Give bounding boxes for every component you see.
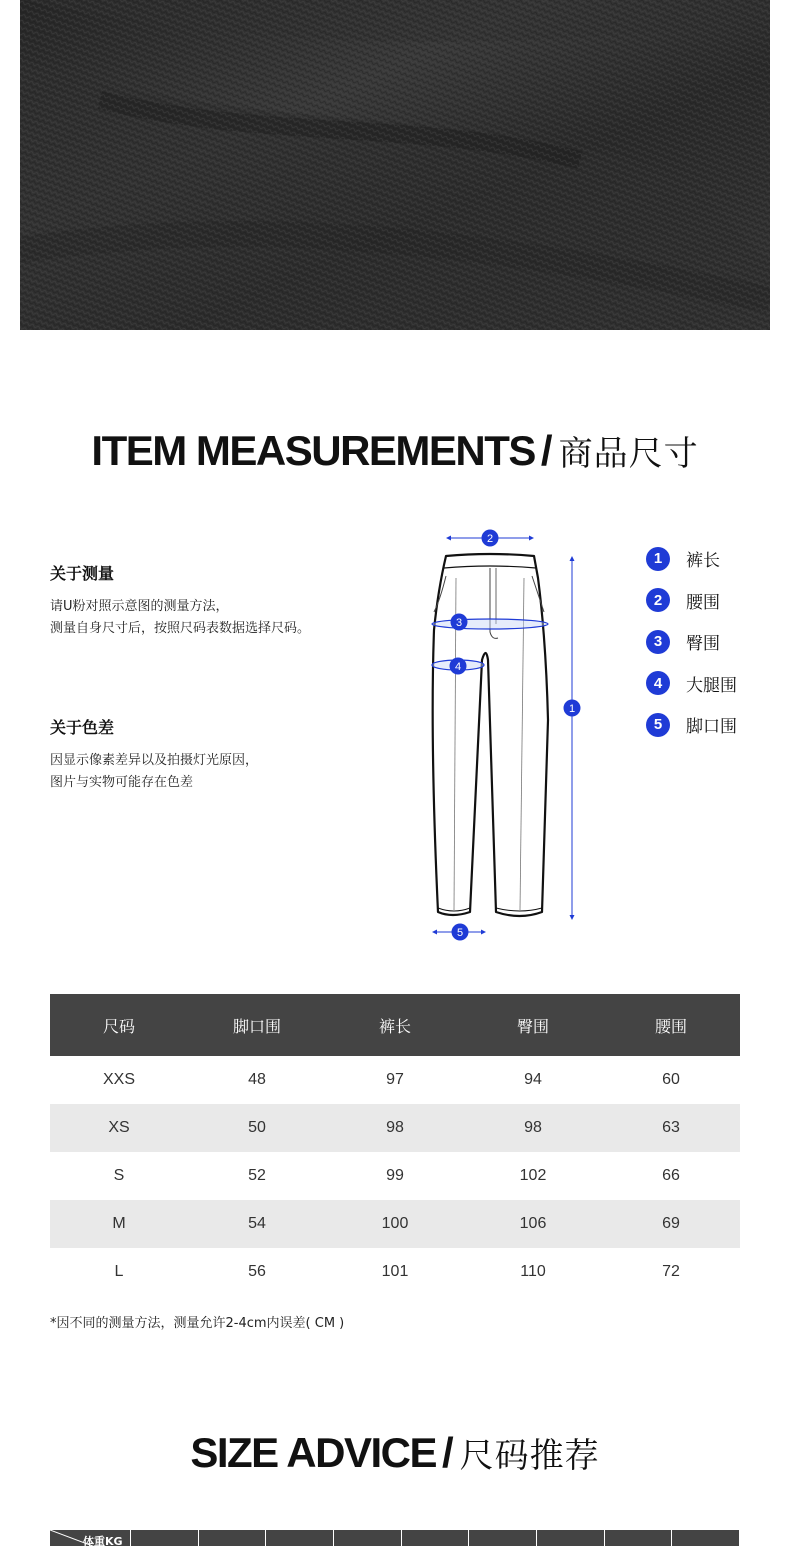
about-measure-block xyxy=(50,561,370,640)
measurements-title-zh: 商品尺寸 xyxy=(558,434,699,474)
advice-header-cell xyxy=(469,1530,537,1546)
size-advice-table-header xyxy=(50,1530,740,1546)
table-header: 尺码 xyxy=(50,994,188,1056)
title-slash: / xyxy=(441,1429,454,1476)
measurement-note: *因不同的测量方法，测量允许2-4cm内误差( CM ) xyxy=(50,1316,345,1331)
legend-label: 大腿围 xyxy=(686,675,737,696)
table-cell: 100 xyxy=(326,1200,464,1248)
table-cell: 99 xyxy=(386,1167,404,1184)
size-advice-title-en: SIZE ADVICE xyxy=(190,1429,436,1476)
table-row xyxy=(50,1152,740,1200)
size-table xyxy=(50,994,740,1296)
table-cell: L xyxy=(114,1263,124,1280)
table-cell: 110 xyxy=(520,1263,546,1280)
pants-outline xyxy=(420,520,600,950)
fabric-photo xyxy=(20,0,770,330)
legend-label: 腰围 xyxy=(686,592,720,613)
legend-number: 4 xyxy=(646,671,670,695)
legend-number: 2 xyxy=(646,588,670,612)
advice-header-cell xyxy=(266,1530,334,1546)
table-cell: XXS xyxy=(102,1071,135,1088)
table-cell: 54 xyxy=(188,1200,326,1248)
advice-header-cell xyxy=(334,1530,402,1546)
table-header: 臀围 xyxy=(464,994,602,1056)
table-cell: 60 xyxy=(662,1071,680,1088)
table-cell: 94 xyxy=(524,1071,542,1088)
size-advice-title xyxy=(0,1428,790,1477)
legend-item xyxy=(646,704,776,746)
table-row xyxy=(50,1056,740,1104)
marker-1: 1 xyxy=(568,703,576,715)
advice-header-cell xyxy=(605,1530,673,1546)
about-color-heading: 关于色差 xyxy=(50,718,115,737)
about-color-line: 图片与实物可能存在色差 xyxy=(50,775,194,790)
advice-header-cell xyxy=(402,1530,470,1546)
table-row xyxy=(50,1104,740,1152)
table-cell: 52 xyxy=(248,1167,266,1184)
pants-diagram xyxy=(420,520,600,950)
marker-2: 2 xyxy=(486,533,494,545)
table-cell: 97 xyxy=(386,1071,404,1088)
advice-corner-cell xyxy=(50,1530,131,1546)
table-cell: M xyxy=(50,1200,188,1248)
marker-3: 3 xyxy=(455,617,463,629)
measurement-legend xyxy=(646,538,776,746)
legend-number: 3 xyxy=(646,630,670,654)
about-measure-line: 请U粉对照示意图的测量方法， xyxy=(50,599,229,614)
table-cell: 98 xyxy=(464,1104,602,1152)
about-measure-line: 测量自身尺寸后，按照尺码表数据选择尺码。 xyxy=(50,621,311,636)
table-cell: 102 xyxy=(519,1167,547,1184)
table-cell: 56 xyxy=(248,1263,266,1280)
advice-header-cell xyxy=(672,1530,740,1546)
marker-5: 5 xyxy=(456,927,464,939)
table-row xyxy=(50,1248,740,1296)
table-cell: 106 xyxy=(464,1200,602,1248)
table-cell: 66 xyxy=(662,1167,680,1184)
table-cell: 50 xyxy=(188,1104,326,1152)
table-cell: 101 xyxy=(381,1263,409,1280)
advice-header-cell xyxy=(199,1530,267,1546)
weight-label: 体重KG xyxy=(83,1535,123,1546)
legend-item xyxy=(646,538,776,580)
table-header: 腰围 xyxy=(602,994,740,1056)
legend-label: 脚口围 xyxy=(686,717,737,738)
table-cell: 63 xyxy=(602,1104,740,1152)
about-measure-heading: 关于测量 xyxy=(50,564,115,583)
legend-number: 5 xyxy=(646,713,670,737)
table-header-row xyxy=(50,994,740,1056)
table-cell: 72 xyxy=(662,1263,680,1280)
table-row xyxy=(50,1200,740,1248)
legend-number: 1 xyxy=(646,547,670,571)
about-color-block xyxy=(50,715,370,794)
table-cell: 98 xyxy=(326,1104,464,1152)
table-header: 脚口围 xyxy=(188,994,326,1056)
size-advice-title-zh: 尺码推荐 xyxy=(459,1436,600,1476)
advice-header-cell xyxy=(537,1530,605,1546)
legend-label: 裤长 xyxy=(686,551,720,572)
table-cell: XS xyxy=(50,1104,188,1152)
title-slash: / xyxy=(540,427,553,474)
measurements-title xyxy=(0,426,790,475)
about-color-line: 因显示像素差异以及拍摄灯光原因， xyxy=(50,753,259,768)
table-header: 裤长 xyxy=(326,994,464,1056)
measurements-title-en: ITEM MEASUREMENTS xyxy=(91,427,535,474)
legend-item xyxy=(646,663,776,705)
advice-header-cell xyxy=(131,1530,199,1546)
table-cell: S xyxy=(113,1167,125,1184)
legend-label: 臀围 xyxy=(686,634,720,655)
legend-item xyxy=(646,580,776,622)
table-cell: 48 xyxy=(248,1071,266,1088)
legend-item xyxy=(646,621,776,663)
marker-4: 4 xyxy=(454,661,462,673)
table-cell: 69 xyxy=(602,1200,740,1248)
